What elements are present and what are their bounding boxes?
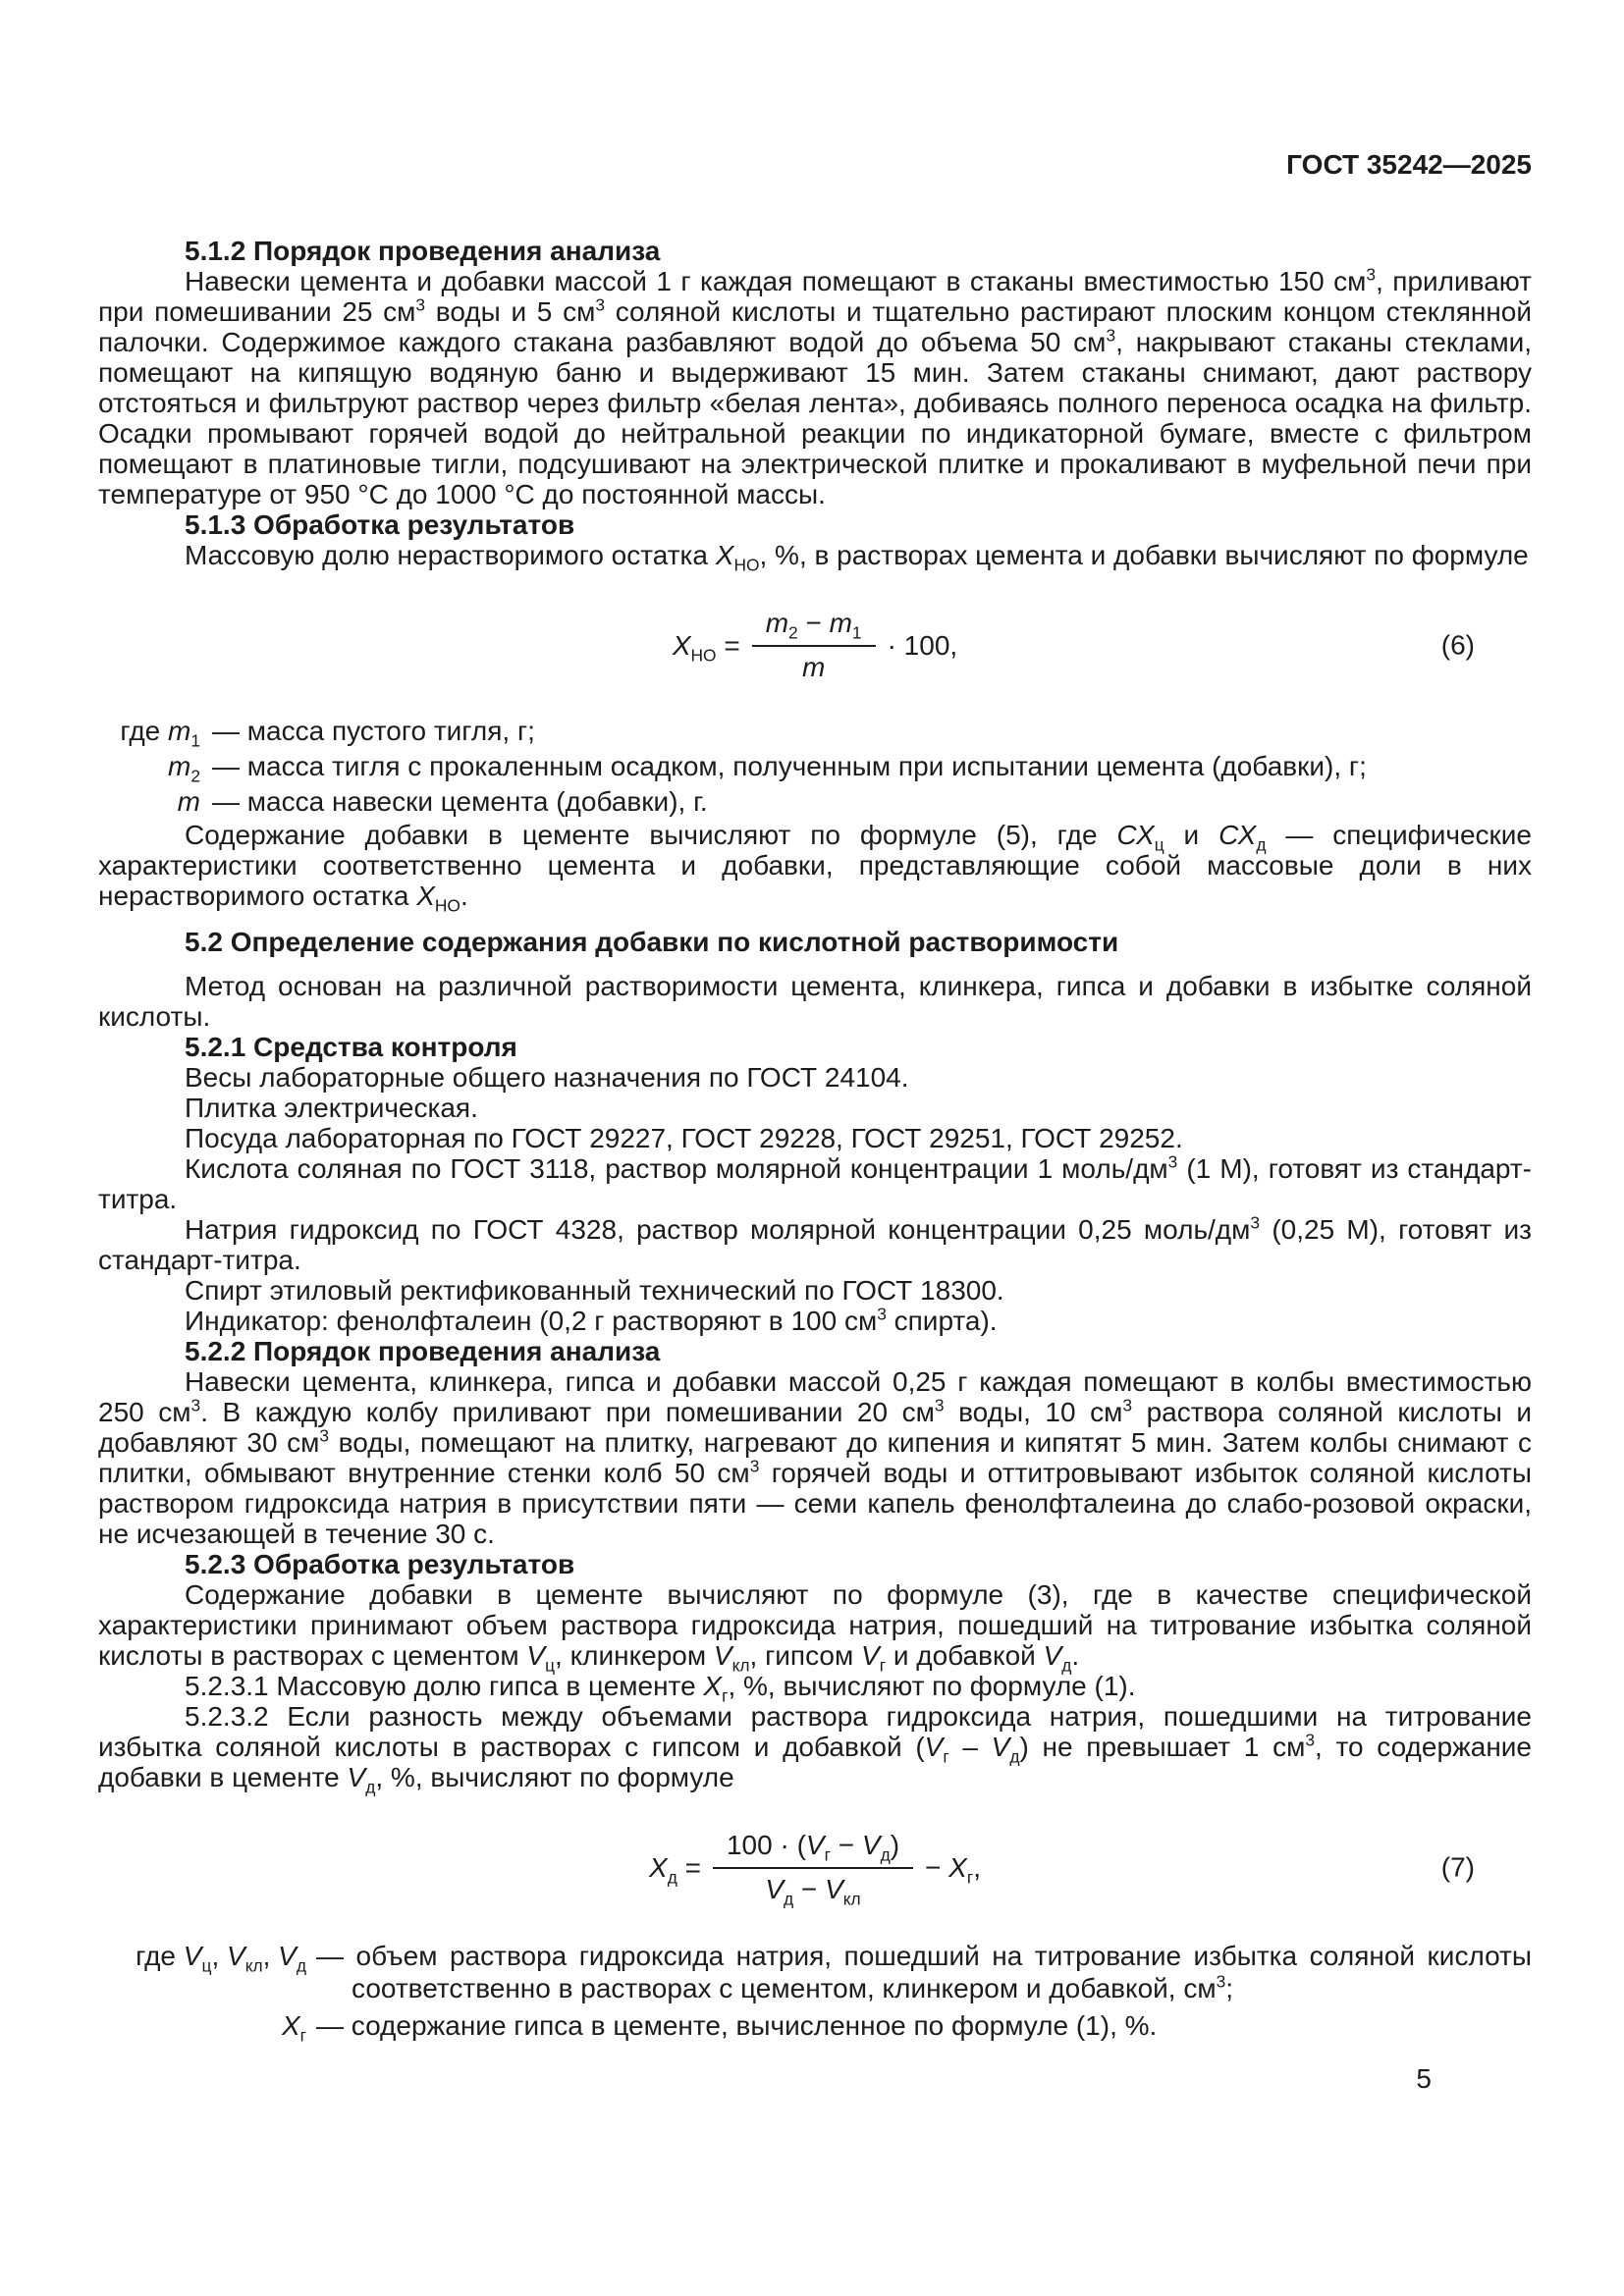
list-item-indicator: Индикатор: фенолфталеин (0,2 г растворяют в 100 $см^3$ спирта). xyxy=(185,1304,998,1336)
heading-5-1-3: 5.1.3 Обработка результатов xyxy=(185,509,575,540)
formula-6-denominator: m xyxy=(801,652,826,682)
list-item-glassware: Посуда лабораторная по ГОСТ 29227, ГОСТ 29228, ГОСТ 29251, ГОСТ 29252. xyxy=(185,1123,1183,1153)
definition-term: где $m_1$ xyxy=(120,716,200,751)
heading-5-2-3: 5.2.3 Обработка результатов xyxy=(185,1549,575,1579)
formula-6-lhs: $X_{НО}$ = xyxy=(672,629,740,666)
formula-6-expression xyxy=(673,608,957,682)
formula-7-expression xyxy=(649,1830,981,1909)
definitions-formula-7 xyxy=(98,1940,1532,2046)
definition-description: — объем раствора гидроксида натрия, пошедший на титрование избытка соляной кислоты соответственно в растворах с цементом, клинкером и добавкой, $см^3$; xyxy=(316,1941,1532,2003)
definition-row-m xyxy=(98,784,1532,820)
formula-7-denominator: $V_д - V_{кл}$ xyxy=(765,1874,861,1909)
formula-7-fraction xyxy=(713,1830,913,1909)
definition-term: m xyxy=(177,786,200,817)
formula-7-lhs: $X_д$ = xyxy=(649,1851,701,1888)
definition-term: где $V_ц$, $V_{кл}$, $V_д$ xyxy=(135,1941,306,1976)
list-item-scales: Весы лабораторные общего назначения по ГОСТ 24104. xyxy=(185,1062,909,1093)
paragraph-5-2-3-intro: Содержание добавки в цементе вычисляют по формуле (3), где в качестве специфической характеристики принимают объем раствора гидроксида натрия, пошедший на титрование избытка соляной кислоты в растворах с цементом $V_ц$, клинкером $V_{кл}$, гипсом $V_г$ и добавкой $V_д$. xyxy=(98,1579,1532,1676)
definition-row-m1 xyxy=(98,714,1532,749)
definition-term: $X_г$ xyxy=(281,2010,306,2046)
definition-row-xg xyxy=(98,2009,1532,2046)
list-item-sodium-hydroxide: Натрия гидроксид по ГОСТ 4328, раствор молярной концентрации 0,25 моль/$дм^3$ (0,25 М), готовят из стандарт-титра. xyxy=(98,1212,1532,1275)
definition-description: — масса тигля с прокаленным осадком, полученным при испытании цемента (добавки), г; xyxy=(212,751,1367,781)
formula-6-rhs: · 100, xyxy=(887,629,958,661)
heading-5-2-2: 5.2.2 Порядок проведения анализа xyxy=(185,1336,661,1366)
definitions-formula-6 xyxy=(98,714,1532,820)
list-item-hydrochloric-acid: Кислота соляная по ГОСТ 3118, раствор молярной концентрации 1 моль/$дм^3$ (1 М), готовят из стандарт-титра. xyxy=(98,1151,1532,1214)
document-code-header: ГОСТ 35242—2025 xyxy=(1286,149,1532,180)
heading-5-2-1: 5.2.1 Средства контроля xyxy=(185,1032,517,1062)
heading-5-2: 5.2 Определение содержания добавки по кислотной растворимости xyxy=(185,927,1119,957)
heading-5-1-2: 5.1.2 Порядок проведения анализа xyxy=(185,236,661,266)
definition-term: $m_2$ xyxy=(168,751,200,786)
formula-7-rhs: − $X_г$, xyxy=(925,1851,981,1888)
formula-6-numerator: $m_2 - m_1$ xyxy=(752,608,876,647)
paragraph-5-1-3-intro: Массовую долю нерастворимого остатка $X_{НО}$, %, в растворах цемента и добавки вычисляют по формуле xyxy=(185,540,1529,575)
paragraph-additive-content: Содержание добавки в цементе вычисляют по формуле (5), где $СХ_ц$ и $СХ_д$ — специфические характеристики соответственно цемента и добавки, представляющие собой массовые доли в них нерастворимого остатка $X_{НО}$. xyxy=(98,820,1532,916)
formula-6-fraction xyxy=(752,608,876,682)
definition-row-v xyxy=(98,1940,1532,2004)
paragraph-5-1-2-procedure: Навески цемента и добавки массой 1 г каждая помещают в стаканы вместимостью 150 $см^3$, приливают при помешивании 25 $см^3$ воды и 5 $см^3$ соляной кислоты и тщательно растирают плоским концом стеклянной палочки. Содержимое каждого стакана разбавляют водой до объема 50 $см^3$, накрывают стаканы стеклами, помещают на кипящую водяную баню и выдерживают 15 мин. Затем стаканы снимают, дают раствору отстояться и фильтруют раствор через фильтр «белая лента», добиваясь полного переноса осадка на фильтр. Осадки промывают горячей водой до нейтральной реакции по индикаторной бумаге, вместе с фильтром помещают в платиновые тигли, подсушивают на электрической плитке и прокаливают в муфельной печи при температуре от 950 °С до 1000 °С до постоянной массы. xyxy=(98,264,1533,509)
formula-7 xyxy=(98,1816,1532,1918)
paragraph-5-2-3-1: 5.2.3.1 Массовую долю гипса в цементе $X_г$, %, вычисляют по формуле (1). xyxy=(185,1671,1136,1706)
definition-description: — масса пустого тигля, г; xyxy=(212,716,535,746)
formula-7-numerator: $100 \cdot (V_г - V_д)$ xyxy=(713,1830,913,1869)
formula-6 xyxy=(98,594,1532,696)
page-number: 5 xyxy=(1416,2063,1432,2094)
definition-description: — масса навески цемента (добавки), г. xyxy=(212,786,708,817)
paragraph-5-2-method: Метод основан на различной растворимости цемента, клинкера, гипса и добавки в избытке соляной кислоты. xyxy=(98,971,1532,1032)
list-item-ethanol: Спирт этиловый ректификованный технический по ГОСТ 18300. xyxy=(185,1275,1004,1306)
equation-number-6: (6) xyxy=(1440,629,1475,661)
list-item-hotplate: Плитка электрическая. xyxy=(185,1093,478,1123)
equation-number-7: (7) xyxy=(1440,1851,1475,1883)
paragraph-5-2-2-procedure: Навески цемента, клинкера, гипса и добавки массой 0,25 г каждая помещают в колбы вместимостью 250 $см^3$. В каждую колбу приливают при помешивании 20 $см^3$ воды, 10 $см^3$ раствора соляной кислоты и добавляют 30 $см^3$ воды, помещают на плитку, нагревают до кипения и кипятят 5 мин. Затем колбы снимают с плитки, обмывают внутренние стенки колб 50 $см^3$ горячей воды и оттитровывают избыток соляной кислоты раствором гидроксида натрия в присутствии пяти — семи капель фенолфталеина до слабо-розовой окраски, не исчезающей в течение 30 с. xyxy=(98,1366,1533,1549)
paragraph-5-2-3-2: 5.2.3.2 Если разность между объемами раствора гидроксида натрия, пошедшими на титрование избытка соляной кислоты в растворах с гипсом и добавкой $(V_г - V_д)$ не превышает 1 $см^3$, то содержание добавки в цементе $V_д$, %, вычисляют по формуле xyxy=(98,1701,1532,1797)
definition-description: — содержание гипса в цементе, вычисленное по формуле (1), %. xyxy=(316,2010,1158,2041)
definition-row-m2 xyxy=(98,749,1532,784)
